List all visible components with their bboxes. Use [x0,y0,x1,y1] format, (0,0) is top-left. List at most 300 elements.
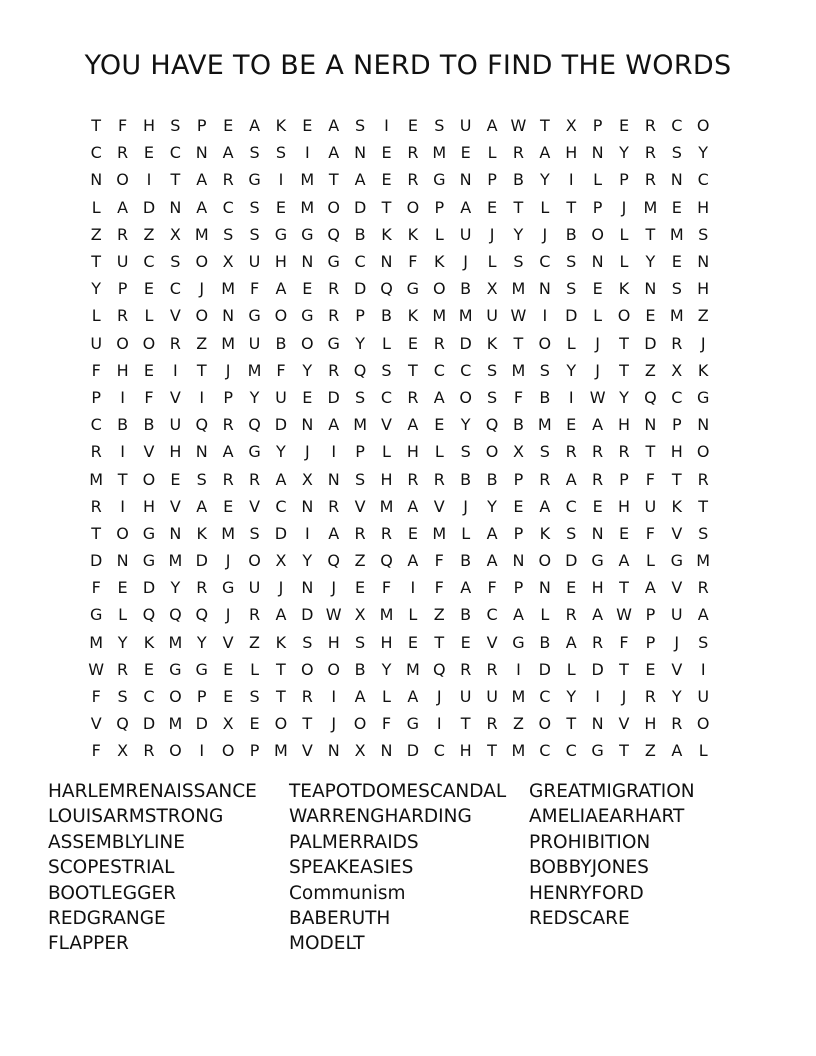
grid-letter: R [169,333,181,353]
grid-letter: X [354,605,366,625]
grid-letter: B [460,279,472,299]
grid-letter: U [169,415,182,435]
grid-letter: T [117,469,128,489]
grid-letter: P [619,170,629,190]
word-item: LOUISARMSTRONG [48,806,224,828]
grid-letter: K [539,523,551,543]
grid-letter: S [355,469,366,489]
grid-letter: R [644,687,656,707]
grid-letter: N [591,523,604,543]
grid-letter: J [199,279,205,299]
grid-letter: V [486,632,498,652]
grid-letter: Q [195,605,209,625]
grid-letter: C [169,279,181,299]
grid-letter: I [568,387,574,407]
grid-letter: R [222,415,234,435]
grid-letter: F [619,632,629,652]
grid-row [83,330,741,357]
grid-letter: V [671,578,683,598]
grid-letter: S [249,687,260,707]
word-item: BOBBYJONES [529,857,649,879]
grid-letter: N [591,714,604,734]
word-item: SPEAKEASIES [289,857,414,879]
grid-letter: D [644,333,657,353]
grid-letter: S [486,360,498,380]
grid-letter: O [142,469,156,489]
word-item: TEAPOTDOMESCANDAL [289,781,507,802]
grid-letter: A [407,551,419,571]
grid-letter: O [327,659,340,679]
grid-letter: Y [249,387,260,407]
grid-letter: S [460,442,471,462]
grid-letter: A [196,197,208,217]
grid-letter: H [274,252,287,272]
grid-letter: J [463,252,469,272]
word-item: BOOTLEGGER [48,882,177,904]
grid-letter: O [195,306,209,326]
grid-letter: N [512,551,525,571]
grid-letter: R [592,469,604,489]
grid-letter: R [433,333,445,353]
grid-letter: V [143,442,155,462]
grid-letter: X [222,252,234,272]
grid-letter: R [354,523,366,543]
word-item: REDGRANGE [48,907,166,929]
grid-letter: A [407,415,419,435]
grid-letter: W [510,306,527,326]
grid-letter: V [90,714,102,734]
grid-letter: M [696,551,711,571]
grid-letter: O [301,333,314,353]
grid-letter: Q [485,415,499,435]
grid-letter: A [486,551,498,571]
grid-letter: Z [354,551,366,571]
grid-letter: R [539,469,551,489]
word-item: PROHIBITION [529,831,651,853]
grid-letter: O [169,741,182,761]
grid-letter: C [539,687,551,707]
grid-letter: Z [697,306,709,326]
grid-letter: F [249,279,260,299]
grid-letter: P [592,116,603,136]
grid-letter: L [566,659,576,679]
word-bank [0,779,816,979]
grid-letter: Q [380,279,393,299]
grid-letter: S [249,143,260,163]
grid-letter: E [381,143,392,163]
grid-letter: B [539,632,551,652]
grid-letter: A [275,605,287,625]
grid-letter: D [538,659,551,679]
grid-letter: M [643,197,658,217]
grid-letter: C [90,415,102,435]
grid-letter: Y [302,551,313,571]
grid-letter: G [195,659,208,679]
grid-letter: Z [433,605,445,625]
grid-letter: R [671,714,683,734]
grid-letter: Y [619,387,629,407]
grid-letter: L [487,252,497,272]
grid-letter: S [223,224,234,244]
word-column-2 [289,779,529,957]
grid-letter: P [355,306,365,326]
grid-letter: L [408,605,418,625]
grid-letter: R [486,714,498,734]
grid-letter: O [696,442,710,462]
grid-letter: F [144,387,154,407]
word-item: WARRENGHARDING [289,806,472,828]
grid-letter: D [565,306,578,326]
grid-letter: A [460,197,472,217]
grid-letter: A [539,496,551,516]
grid-letter: T [566,714,577,734]
grid-letter: G [221,578,235,598]
grid-letter: H [459,741,472,761]
grid-letter: A [328,523,340,543]
word-column-3 [529,779,769,931]
word-item: MODELT [289,933,365,955]
grid-row [83,574,741,601]
grid-letter: P [671,415,682,435]
grid-letter: U [459,224,472,244]
grid-letter: P [196,116,207,136]
grid-letter: S [302,632,313,652]
grid-letter: D [195,551,208,571]
grid-letter: U [459,116,472,136]
grid-letter: F [91,687,101,707]
letter-grid [83,112,741,765]
grid-letter: H [617,496,631,516]
word-item: Communism [289,882,406,904]
grid-letter: Y [487,496,497,516]
grid-letter: O [696,116,710,136]
grid-letter: A [407,496,419,516]
grid-letter: M [432,523,447,543]
grid-letter: F [91,741,101,761]
grid-letter: L [382,442,391,462]
grid-letter: A [671,741,683,761]
grid-letter: E [407,333,418,353]
grid-letter: C [380,387,393,407]
grid-letter: F [434,578,444,598]
grid-letter: Z [512,714,524,734]
grid-letter: A [486,523,498,543]
grid-letter: S [249,523,260,543]
grid-letter: E [355,578,366,598]
grid-letter: R [328,279,340,299]
grid-letter: B [354,224,366,244]
grid-letter: N [538,578,551,598]
grid-row [83,629,741,656]
grid-letter: T [91,252,102,272]
word-item: ASSEMBLYLINE [48,831,185,853]
grid-letter: P [117,279,128,299]
grid-letter: S [566,252,577,272]
grid-letter: C [539,741,551,761]
grid-letter: P [487,170,497,190]
grid-row [83,710,741,737]
grid-letter: V [671,659,683,679]
grid-letter: I [568,170,574,190]
grid-letter: A [117,197,129,217]
grid-letter: N [644,279,657,299]
grid-letter: H [406,442,419,462]
grid-letter: T [196,360,207,380]
grid-letter: W [510,116,527,136]
grid-letter: J [489,224,495,244]
grid-letter: Z [196,333,208,353]
grid-row [83,166,741,193]
grid-letter: U [486,306,498,326]
grid-letter: A [592,415,604,435]
grid-letter: J [463,496,469,516]
grid-letter: F [91,578,101,598]
grid-letter: R [380,523,393,543]
grid-letter: N [380,741,393,761]
grid-letter: B [460,551,472,571]
grid-letter: P [513,523,524,543]
grid-letter: O [274,714,288,734]
grid-letter: G [406,279,420,299]
grid-letter: K [671,496,683,516]
grid-letter: C [169,143,181,163]
grid-letter: N [591,143,604,163]
grid-letter: K [275,632,287,652]
grid-letter: Q [353,360,367,380]
grid-letter: F [434,551,444,571]
grid-letter: S [434,116,445,136]
grid-letter: T [619,659,629,679]
grid-letter: G [142,523,156,543]
grid-row [83,139,741,166]
grid-letter: G [274,224,288,244]
grid-letter: L [487,143,497,163]
grid-letter: G [248,306,261,326]
grid-letter: L [91,197,101,217]
grid-letter: N [644,415,657,435]
grid-letter: R [117,224,129,244]
grid-letter: O [274,306,288,326]
grid-letter: D [406,741,420,761]
grid-letter: L [144,306,154,326]
grid-letter: X [301,469,313,489]
word-item: HARLEMRENAISSANCE [48,781,257,802]
grid-letter: O [538,551,552,571]
grid-letter: L [382,333,391,353]
grid-letter: N [301,496,314,516]
grid-letter: E [645,306,656,326]
grid-letter: Y [460,415,471,435]
grid-letter: Q [116,714,129,734]
grid-letter: M [247,360,262,380]
grid-letter: S [566,279,577,299]
grid-letter: S [275,143,286,163]
grid-letter: N [670,170,683,190]
grid-letter: I [120,496,125,516]
grid-letter: A [486,116,498,136]
grid-letter: J [621,197,627,217]
grid-letter: T [328,170,339,190]
grid-letter: Q [142,605,156,625]
grid-letter: G [591,551,604,571]
grid-letter: Y [619,143,629,163]
grid-letter: L [461,523,471,543]
grid-letter: O [327,197,340,217]
grid-letter: S [486,387,498,407]
grid-letter: A [539,143,551,163]
grid-row [83,683,741,710]
grid-letter: C [143,252,155,272]
grid-letter: O [169,687,182,707]
grid-letter: R [407,170,419,190]
grid-letter: S [355,116,366,136]
grid-letter: A [196,170,208,190]
grid-letter: C [671,116,683,136]
grid-letter: E [487,197,498,217]
grid-letter: X [486,279,498,299]
grid-letter: R [117,306,129,326]
grid-letter: J [225,551,231,571]
grid-letter: X [671,360,683,380]
grid-letter: V [618,714,630,734]
grid-letter: A [328,116,340,136]
grid-row [83,547,741,574]
grid-letter: A [328,143,340,163]
grid-letter: I [173,360,178,380]
grid-letter: E [143,279,155,299]
grid-letter: R [592,442,604,462]
grid-letter: A [565,632,577,652]
grid-letter: P [223,387,233,407]
grid-letter: M [89,632,104,652]
grid-letter: C [460,360,472,380]
grid-letter: N [301,578,314,598]
grid-letter: C [671,387,683,407]
grid-letter: X [275,551,287,571]
grid-letter: T [619,360,629,380]
grid-letter: S [698,523,709,543]
grid-letter: V [249,496,261,516]
grid-row [83,737,741,764]
grid-letter: L [593,306,603,326]
grid-letter: U [670,605,683,625]
grid-letter: Z [143,224,155,244]
grid-letter: V [381,415,392,435]
grid-letter: B [275,333,287,353]
grid-letter: T [619,333,629,353]
grid-row [83,601,741,628]
grid-letter: F [276,360,286,380]
word-item: GREATMIGRATION [529,781,695,802]
grid-letter: R [644,143,656,163]
grid-letter: E [592,279,603,299]
grid-letter: Y [196,632,207,652]
grid-letter: J [225,605,231,625]
grid-letter: R [592,632,604,652]
grid-letter: R [143,741,155,761]
grid-letter: A [565,469,577,489]
grid-letter: E [566,415,577,435]
grid-letter: A [249,116,261,136]
grid-letter: S [671,279,682,299]
grid-letter: M [511,741,526,761]
grid-letter: X [169,224,181,244]
grid-letter: J [542,224,548,244]
grid-letter: U [90,333,103,353]
grid-letter: D [565,551,578,571]
grid-letter: J [621,687,627,707]
grid-letter: T [619,578,629,598]
grid-letter: E [302,387,313,407]
grid-letter: K [618,279,630,299]
grid-letter: N [169,523,182,543]
grid-letter: N [697,415,710,435]
grid-letter: T [566,197,577,217]
grid-letter: T [381,197,392,217]
grid-letter: E [381,170,392,190]
grid-letter: U [459,687,472,707]
grid-letter: L [250,659,259,679]
grid-row [83,411,741,438]
grid-letter: W [589,387,606,407]
grid-letter: F [645,523,655,543]
grid-letter: J [674,632,680,652]
grid-letter: M [669,306,684,326]
grid-letter: J [331,578,337,598]
grid-letter: B [117,415,129,435]
grid-letter: R [117,659,129,679]
grid-letter: A [275,469,287,489]
grid-letter: F [513,387,524,407]
grid-letter: J [595,360,600,380]
grid-letter: O [459,387,472,407]
grid-letter: P [249,741,260,761]
grid-letter: K [407,224,419,244]
grid-letter: H [617,415,631,435]
grid-letter: S [566,523,577,543]
grid-row [83,221,741,248]
grid-letter: T [434,632,445,652]
grid-letter: L [619,224,629,244]
grid-letter: E [223,687,234,707]
grid-letter: K [407,306,419,326]
grid-letter: Q [644,387,657,407]
grid-letter: K [381,224,392,244]
grid-letter: I [595,687,600,707]
grid-letter: J [225,360,231,380]
grid-letter: N [538,279,551,299]
grid-letter: M [168,632,183,652]
grid-letter: R [407,143,419,163]
grid-letter: G [248,170,261,190]
grid-letter: S [698,224,709,244]
grid-letter: N [301,252,314,272]
grid-letter: N [195,442,208,462]
grid-letter: Y [302,360,313,380]
grid-letter: N [116,551,129,571]
grid-row [83,465,741,492]
grid-letter: T [539,116,550,136]
grid-letter: C [486,605,498,625]
grid-letter: G [248,442,261,462]
grid-letter: G [169,659,182,679]
grid-letter: T [276,659,286,679]
grid-letter: E [460,632,471,652]
grid-letter: R [565,605,577,625]
grid-letter: D [327,387,340,407]
grid-letter: H [670,442,683,462]
grid-letter: I [384,116,389,136]
